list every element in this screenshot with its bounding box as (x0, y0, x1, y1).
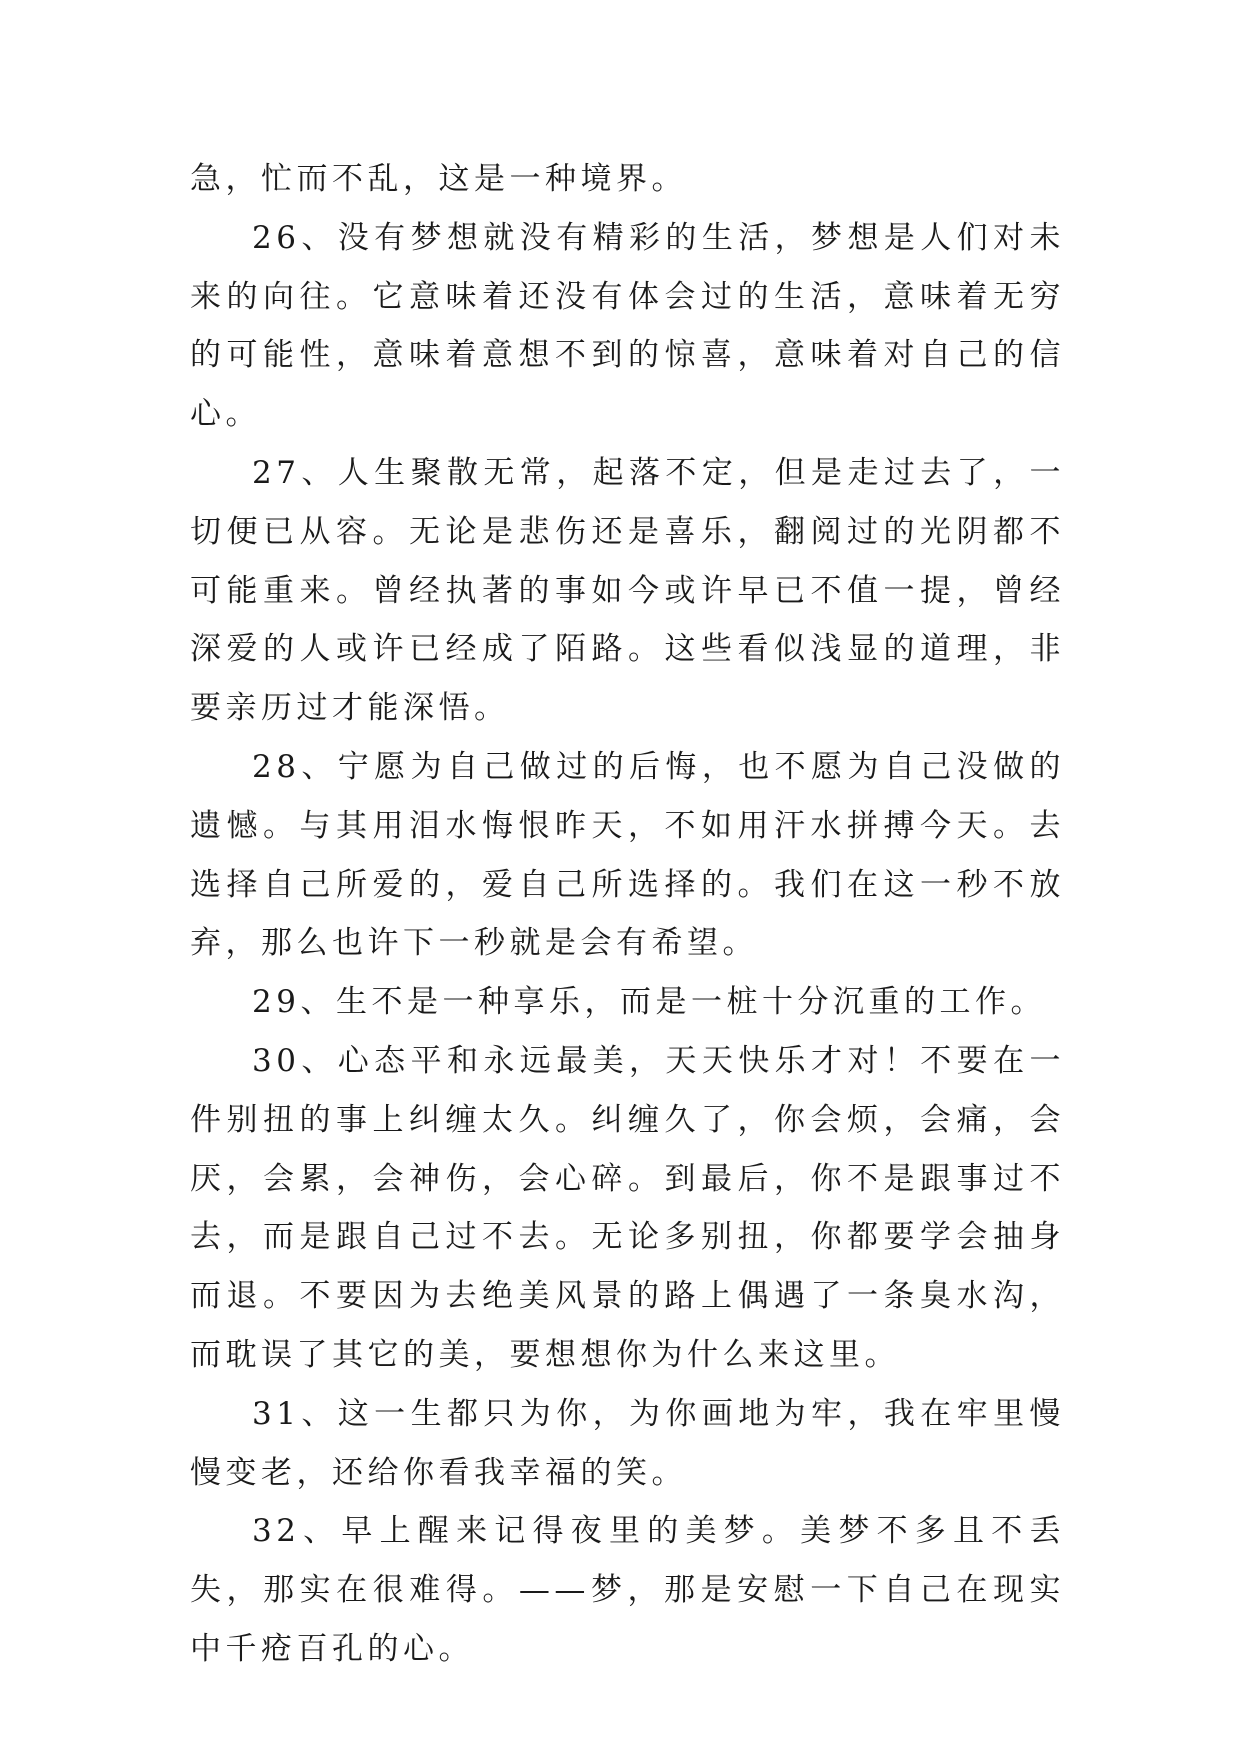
paragraph-26: 26、没有梦想就没有精彩的生活，梦想是人们对未来的向往。它意味着还没有体会过的生活，意味着无穷的可能性，意味着意想不到的惊喜，意味着对自己的信心。 (190, 219, 1065, 433)
document-body (190, 150, 1065, 1679)
paragraph-29: 29、生不是一种享乐，而是一桩十分沉重的工作。 (252, 984, 1046, 1021)
paragraph-32: 32、早上醒来记得夜里的美梦。美梦不多且不丢失，那实在很难得。——梦，那是安慰一下自己在现实中千疮百孔的心。 (190, 1513, 1065, 1667)
paragraph-31: 31、这一生都只为你，为你画地为牢，我在牢里慢慢变老，还给你看我幸福的笑。 (190, 1395, 1065, 1491)
paragraph-28: 28、宁愿为自己做过的后悔，也不愿为自己没做的遗憾。与其用泪水悔恨昨天，不如用汗水拼搏今天。去选择自己所爱的，爱自己所选择的。我们在这一秒不放弃，那么也许下一秒就是会有希望。 (190, 748, 1065, 962)
paragraph-continuation: 急，忙而不乱，这是一种境界。 (190, 161, 687, 197)
paragraph-27: 27、人生聚散无常，起落不定，但是走过去了，一切便已从容。无论是悲伤还是喜乐，翻阅过的光阴都不可能重来。曾经执著的事如今或许早已不值一提，曾经深爱的人或许已经成了陌路。这些看似浅显的道理，非要亲历过才能深悟。 (190, 454, 1065, 727)
paragraph-30: 30、心态平和永远最美，天天快乐才对！不要在一件别扭的事上纠缠太久。纠缠久了，你会烦，会痛，会厌，会累，会神伤，会心碎。到最后，你不是跟事过不去，而是跟自己过不去。无论多别扭，你都要学会抽身而退。不要因为去绝美风景的路上偶遇了一条臭水沟，而耽误了其它的美，要想想你为什么来这里。 (190, 1042, 1065, 1373)
